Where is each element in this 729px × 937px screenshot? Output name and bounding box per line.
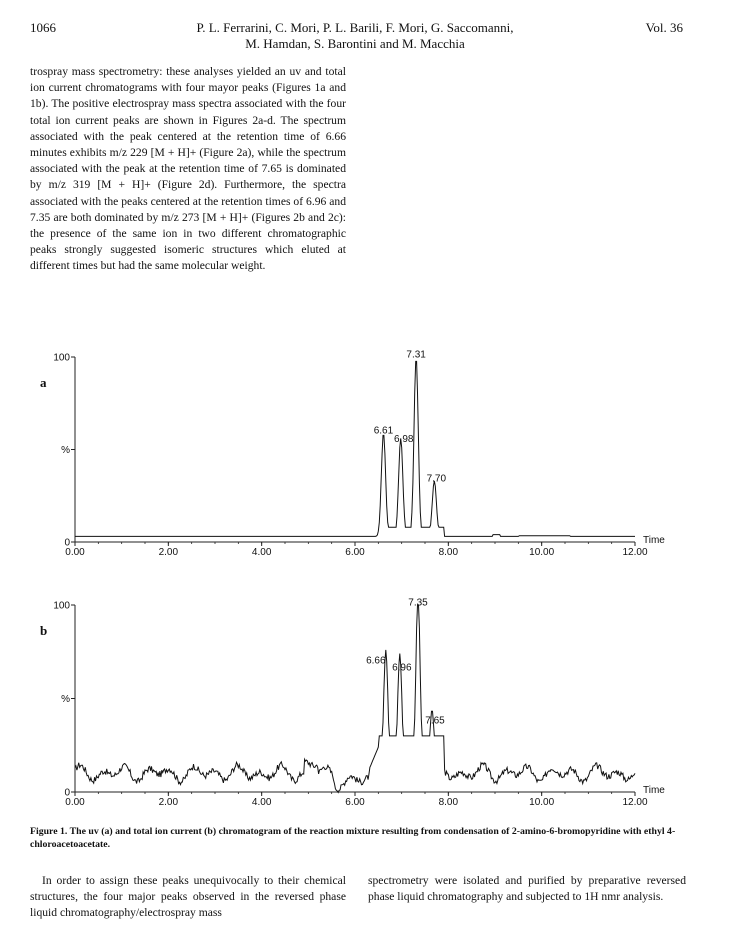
figure-caption: Figure 1. The uv (a) and total ion current (b) chromatogram of the reaction mixture resulting from condensation of 2-amino-6-bromopyridine with ethyl 4-chloroacetoacetate. (30, 826, 676, 850)
panel-letter-a: a (40, 375, 47, 390)
x-tick-label: 10.00 (529, 547, 555, 558)
x-tick-label: 8.00 (438, 547, 459, 558)
body-paragraph (30, 64, 346, 275)
y-tick-label: 0 (64, 787, 70, 799)
chromatogram-b-svg (0, 590, 700, 815)
body-text: trospray mass spectrometry: these analyses yielded an uv and total ion current chromatograms with four mayor peaks (Figures 1a and 1b). The positive electrospray mass spectra associated with the four total ion current peaks are shown in Figures 2a-d. The spectrum associated with the peak centered at the retention time of 6.66 minutes exhibits m/z 229 [M + H]+ (Figure 2a), while the spectrum associated with the peak at the retention time of 7.65 is dominated by m/z 319 [M + H]+ (Figure 2d). Furthermore, the spectra associated with the peaks centered at the retention times of 6.96 and 7.35 are both dominated by m/z 273 [M + H]+ (Figures 2b and 2c): the presence of the same ion in two different chromatographic peaks strongly suggested isomeric structures which eluted at different times but had the same molecular weight. (30, 65, 346, 273)
chromatogram-trace (75, 361, 635, 536)
bottom-right-paragraph: spectrometry were isolated and purified by preparative reversed phase liquid chromatography and subjected to 1H nmr analysis. (368, 874, 686, 904)
x-tick-label: 12.00 (622, 797, 648, 808)
x-axis-label: Time (643, 785, 665, 796)
x-tick-label: 4.00 (251, 547, 272, 558)
peak-label-7-35: 7.35 (408, 597, 428, 609)
x-axis-label: Time (643, 535, 665, 546)
page-number: 1066 (30, 20, 56, 35)
chromatogram-b (0, 590, 700, 820)
y-tick-label: 100 (53, 600, 70, 612)
x-tick-label: 6.00 (345, 547, 365, 558)
peak-label-6-66: 6.66 (366, 655, 386, 667)
x-tick-label: 0.00 (65, 797, 85, 808)
y-tick-label: 0 (64, 537, 70, 549)
x-tick-label: 8.00 (438, 797, 459, 808)
peak-label-6-61: 6.61 (373, 425, 394, 437)
bottom-left-paragraph: In order to assign these peaks unequivocally to their chemical structures, the four major peaks observed in the reversed phase liquid chromatography/electrospray mass (30, 874, 346, 920)
x-tick-label: 6.00 (345, 797, 365, 808)
x-tick-label: 4.00 (251, 797, 272, 808)
author-header (140, 20, 570, 52)
chromatogram-trace (75, 605, 635, 793)
peak-label-6-98: 6.98 (393, 433, 414, 445)
peak-label-7-31: 7.31 (406, 349, 426, 361)
peak-label-7-70: 7.70 (426, 473, 447, 485)
x-tick-label: 2.00 (158, 797, 179, 808)
peak-label-6-96: 6.96 (392, 662, 412, 674)
y-tick-label: % (61, 445, 70, 456)
y-tick-label: 100 (53, 352, 70, 364)
panel-letter-b: b (40, 623, 48, 638)
authors-line-2: M. Hamdan, S. Barontini and M. Macchia (245, 36, 465, 51)
x-tick-label: 0.00 (65, 547, 85, 558)
chromatogram-a (0, 345, 700, 570)
authors-line-1: P. L. Ferrarini, C. Mori, P. L. Barili, F. Mori, G. Saccomanni, (196, 20, 514, 35)
volume-label: Vol. 36 (645, 20, 683, 35)
x-tick-label: 12.00 (622, 547, 648, 558)
x-tick-label: 10.00 (529, 797, 555, 808)
chromatogram-a-svg (0, 345, 700, 565)
peak-label-7-65: 7.65 (425, 715, 445, 727)
x-tick-label: 2.00 (158, 547, 179, 558)
y-tick-label: % (61, 694, 70, 705)
